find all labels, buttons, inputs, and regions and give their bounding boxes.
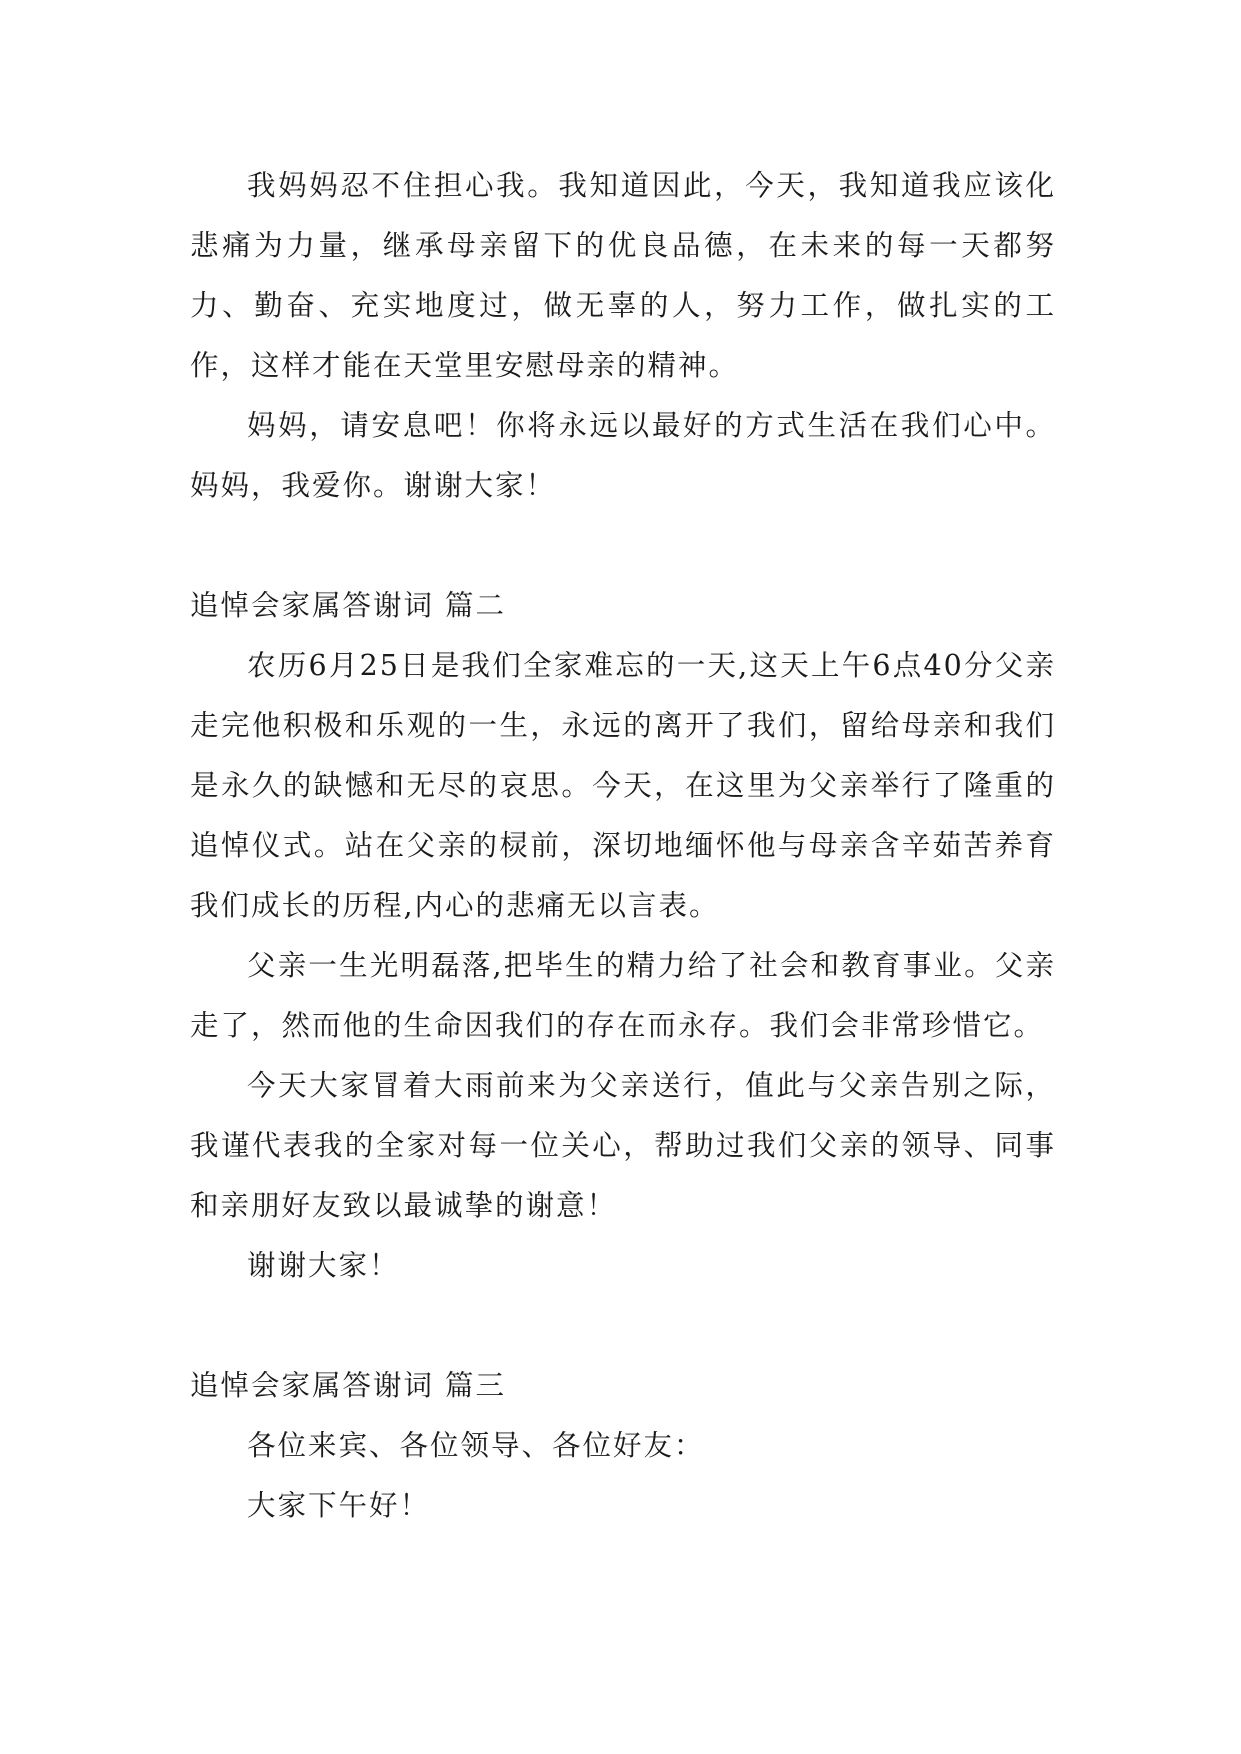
paragraph: 今天大家冒着大雨前来为父亲送行，值此与父亲告别之际，我谨代表我的全家对每一位关心，帮助过我们父亲的领导、同事和亲朋好友致以最诚挚的谢意！: [190, 1069, 1056, 1222]
section-spacer: [190, 1296, 1056, 1356]
paragraph: 谢谢大家！: [247, 1249, 400, 1282]
paragraph: 我妈妈忍不住担心我。我知道因此，今天，我知道我应该化悲痛为力量，继承母亲留下的优良品德，在未来的每一天都努力、勤奋、充实地度过，做无辜的人，努力工作，做扎实的工作，这样才能在天堂里安慰母亲的精神。: [190, 169, 1056, 382]
paragraph: 大家下午好！: [247, 1489, 431, 1522]
document-body: [190, 156, 1056, 1536]
section-spacer: [190, 516, 1056, 576]
paragraph: 父亲一生光明磊落,把毕生的精力给了社会和教育事业。父亲走了，然而他的生命因我们的存在而永存。我们会非常珍惜它。: [190, 949, 1056, 1042]
section-heading: 追悼会家属答谢词 篇二: [190, 589, 507, 622]
paragraph: 各位来宾、各位领导、各位好友：: [247, 1429, 705, 1462]
paragraph: 农历6月25日是我们全家难忘的一天,这天上午6点40分父亲走完他积极和乐观的一生，永远的离开了我们，留给母亲和我们是永久的缺憾和无尽的哀思。今天，在这里为父亲举行了隆重的追悼仪式。站在父亲的棂前，深切地缅怀他与母亲含辛茹苦养育我们成长的历程,内心的悲痛无以言表。: [190, 649, 1056, 922]
paragraph: 妈妈，请安息吧！你将永远以最好的方式生活在我们心中。妈妈，我爱你。谢谢大家！: [190, 409, 1056, 502]
section-heading: 追悼会家属答谢词 篇三: [190, 1369, 507, 1402]
